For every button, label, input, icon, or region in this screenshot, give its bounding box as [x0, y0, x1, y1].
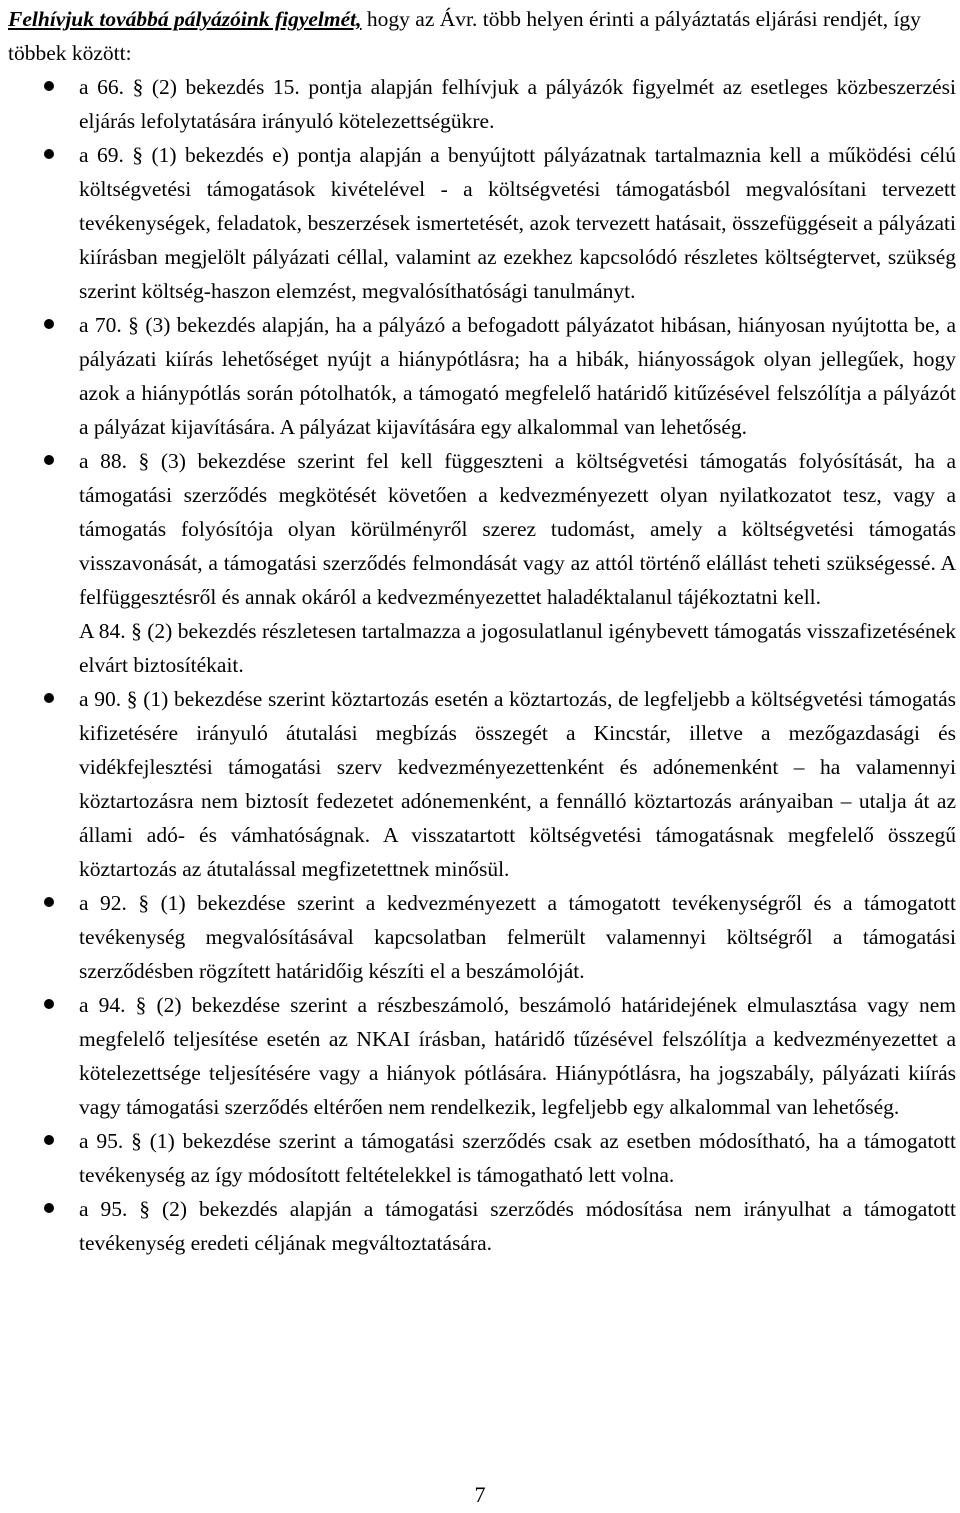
list-item-text: a 95. § (1) bekezdése szerint a támogatási szerződés csak az esetben módosítható, ha a támogatott tevékenység az így módosított feltételekkel is támogatható lett volna. [79, 1129, 956, 1187]
bullet-icon [44, 81, 54, 91]
bullet-icon [44, 149, 54, 159]
bullet-icon [44, 897, 54, 907]
list-item-text: a 94. § (2) bekezdése szerint a részbeszámoló, beszámoló határidejének elmulasztása vagy nem megfelelő teljesítése esetén az NKAI írásban, határidő tűzésével felszólítja a kedvezményezettet a kötelezettsége teljesítésére vagy a hiányok pótlására. Hiánypótlásra, ha jogszabály, pályázati kiírás vagy támogatási szerződés eltérően nem rendelkezik, legfeljebb egy alkalommal van lehetőség. [79, 993, 956, 1119]
page-number: 7 [474, 1482, 486, 1507]
intro-paragraph [8, 2, 956, 70]
list-item [0, 886, 956, 988]
list-item-text: a 92. § (1) bekezdése szerint a kedvezményezett a támogatott tevékenységről és a támogatott tevékenység megvalósításával kapcsolatban felmerült valamennyi költségről a támogatási szerződésben rögzített határidőig készíti el a beszámolóját. [79, 891, 956, 983]
list-item-text: a 95. § (2) bekezdés alapján a támogatási szerződés módosítása nem irányulhat a támogatott tevékenység eredeti céljának megváltoztatására. [79, 1197, 956, 1255]
bullet-icon [44, 693, 54, 703]
list-item-text: a 70. § (3) bekezdés alapján, ha a pályázó a befogadott pályázatot hibásan, hiányosan nyújtotta be, a pályázati kiírás lehetőséget nyújt a hiánypótlásra; ha a hibák, hiányosságok olyan jellegűek, hogy azok a hiánypótlás során pótolhatók, a támogató megfelelő határidő kitűzésével felszólítja a pályázót a pályázat kijavítására. A pályázat kijavítására egy alkalommal van lehetőség. [79, 313, 956, 439]
intro-rest: hogy az Ávr. több helyen érinti a pályáztatás eljárási rendjét, így többek között: [8, 7, 921, 65]
list-item-subtext: A 84. § (2) bekezdés részletesen tartalmazza a jogosulatlanul igénybevett támogatás visszafizetésének elvárt biztosítékait. [79, 619, 956, 677]
list-item [0, 988, 956, 1124]
bullet-icon [44, 319, 54, 329]
list-item [0, 682, 956, 886]
list-item [0, 444, 956, 682]
list-item [0, 1124, 956, 1192]
list-item [0, 308, 956, 444]
bullet-icon [44, 999, 54, 1009]
bullet-icon [44, 455, 54, 465]
bullet-icon [44, 1135, 54, 1145]
list-item-text: a 66. § (2) bekezdés 15. pontja alapján felhívjuk a pályázók figyelmét az esetleges közbeszerzési eljárás lefolytatására irányuló kötelezettségükre. [79, 75, 956, 133]
list-item [0, 70, 956, 138]
list-item-text: a 69. § (1) bekezdés e) pontja alapján a benyújtott pályázatnak tartalmaznia kell a működési célú költségvetési támogatások kivételével - a költségvetési támogatásból megvalósítani tervezett tevékenységek, feladatok, beszerzések ismertetését, azok tervezett hatásait, összefüggéseit a pályázati kiírásban megjelölt pályázati céllal, valamint az ezekhez kapcsolódó részletes költségtervet, szükség szerint költség-haszon elemzést, megvalósíthatósági tanulmányt. [79, 143, 956, 303]
list-item-text: a 88. § (3) bekezdése szerint fel kell függeszteni a költségvetési támogatás folyósítását, ha a támogatási szerződés megkötését követően a kedvezményezett olyan nyilatkozatot tesz, vagy a támogatás folyósítója olyan körülményről szerez tudomást, amely a költségvetési támogatás visszavonását, a támogatási szerződés felmondását vagy az attól történő elállást teheti szükségessé. A felfüggesztésről és annak okáról a kedvezményezettet haladéktalanul tájékoztatni kell. [79, 449, 956, 609]
list-item-text: a 90. § (1) bekezdése szerint köztartozás esetén a köztartozás, de legfeljebb a költségvetési támogatás kifizetésére irányuló átutalási megbízás összegét a Kincstár, illetve a mezőgazdasági és vidékfejlesztési támogatási szerv kedvezményezettenként és adónemenként – ha valamennyi köztartozásra nem biztosít fedezetet adónemenként, a fennálló köztartozás arányaiban – utalja át az állami adó- és vámhatóságnak. A visszatartott költségvetési támogatásnak megfelelő összegű köztartozás az átutalással megfizetettnek minősül. [79, 687, 956, 881]
list-item [0, 1192, 956, 1260]
list-item [0, 138, 956, 308]
bullet-icon [44, 1203, 54, 1213]
intro-lead: Felhívjuk továbbá pályázóink figyelmét, [8, 7, 362, 31]
provision-list [0, 70, 960, 1260]
